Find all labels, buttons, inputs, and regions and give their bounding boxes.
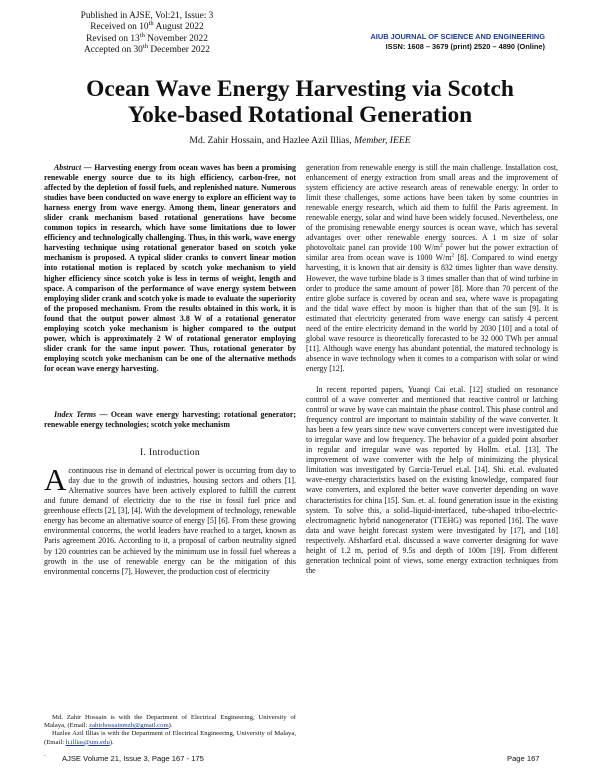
author-role: Member, IEEE [354, 135, 411, 146]
abstract-label: Abstract [54, 163, 82, 172]
footnote-1: Md. Zahir Hossain is with the Department of Electrical Engineering, University of Malaya, (Email: zahirhossainmzh@gmail.com). [44, 714, 296, 730]
paper-title [40, 76, 560, 128]
right-paragraph-1: generation from renewable energy is still the main challenge. Installation cost, enhancement of energy extraction from small areas and the improvement of system efficiency are active research areas of renewable energy. In order to limit these challenges, some actions have been taken by some countries in renewable energy research, which aid them to fulfil the Paris agreement. In renewable energy, solar and wind have been widely focused. Nevertheless, one of the promising renewable energy sources is ocean wave, which has several advantages over other renewable energy sources. A 1 m size of solar photovoltaic panel can provide 100 $W/m^2$ power but the power extraction of similar area from ocean wave is 1000 $W/m^2$ [8]. Compared to wind energy harvesting, it is known that air density is 832 times lighter than wave density. However, the wave turbine blade is 3 times smaller than that of wind turbine in order to produce the same amount of power [8]. More than 70 percent of the entire globe surface is covered by ocean and sea, where wave is propagating and the tidal wave effect by moon is higher than that of the sun [9]. It is estimated that electricity generated from wave energy can satisfy 4 percent need of the entire electricity demand in the world by 2030 [10] and a total of global wave resource is theoretically forecasted to be 32 000 TWh per annual [11]. Although wave energy has abundant potential, the matured technology is absence in wave technology when it comes to a comparison with solar or wind energy [12]. [306, 163, 559, 373]
published-line: Published in AJSE, Vol:21, Issue: 3 [80, 11, 214, 21]
right-paragraph-2: In recent reported papers, Yuanqi Cai et.al. [12] studied on resonance control of a wave converter and mentioned that reactive control or latching control or wave by wave can maintain the phase control. This phase control and frequency control are important to maintain stability of the wave converter. It has been a few years since new wave converters concept were investigated due to irregular wave and low frequency. The behavior of a guided point absorber in regular and irregular wave was reported by Hollm. et.al. [13]. The improvement of wave converter with the help of minimizing the physical limitation was investigated by Garcia-Teruel et.al. [14]. Shi. et.al. evaluated wave-energy characteristics based on the existing knowledge, compared four wave converters, and explored the better wave converter depending on wave characteristics for china [15]. Sun. et. al. found generation issue in the existing system. To solve this, a solid–liquid-interfaced, tube-shaped tribo-electric-electromagnetic hybrid nanogenerator (TTEHG) was reported [16]. The wave data and wave height forecast system were investigated by [17], and [18] respectively. Afsharfard et.al. discussed a wave converter designing for wave height of 1.2 m, period of 9.5s and depth of 100m [19]. From different generation technical point of views, some energy extraction techniques from the [306, 384, 558, 575]
title-line-2: Yoke-based Rotational Generation [127, 102, 473, 128]
journal-name: AIUB JOURNAL OF SCIENCE AND ENGINEERING [370, 32, 545, 41]
revised-line: Revised on 13th November 2022 [86, 31, 208, 44]
footnote-2: Hazlee Azil Illias is with the Department of Electrical Engineering, University of Malaya, (Email: h.illias@um.edu). [44, 730, 296, 746]
intro-paragraph [44, 462, 296, 577]
footnote-1-email[interactable]: zahirhossainmzh@gmail.com [89, 722, 169, 730]
authors-line [40, 135, 560, 146]
right-column [306, 163, 558, 576]
abstract [44, 163, 296, 374]
title-line-1: Ocean Wave Energy Harvesting via Scotch [86, 76, 514, 102]
abstract-body: — Harvesting energy from ocean waves has been a promising renewable energy source due to its high efficiency, carbon-free, not affected by the depletion of fossil fuels, and replenished nature. Numerous studies have been conducted on wave energy to explore an efficient way to harness energy from wave energy. Among them, linear generators and slider crank mechanism based rotational generations have become common topics in research, which have some limitations due to lower efficiency and technologically challenging. Thus, in this work, wave energy harvesting technique using rotational generator based on scotch yoke mechanism is proposed. A typical slider cranks to convert linear motion into rotational motion is replaced by scotch yoke mechanism to yield higher efficiency since scotch yoke is less in terms of weight, length and space. A comparison of the performance of wave energy system between employing slider crank and scotch yoke is made to evaluate the superiority of the proposed mechanism. From the results obtained in this work, it is found that the output power almost 3.8 W of a rotational generator employing scotch yoke mechanism is higher compared to the output power, which is approximately 2 W of rotational generator employing slider crank for the same input power. Thus, rotational generator by employing scotch yoke mechanism can be one of the alternative methods for ocean wave energy harvesting. [44, 163, 296, 373]
footer-citation: AJSE Volume 21, Issue 3, Page 167 - 175 [62, 754, 204, 763]
index-terms-label: Index Terms [54, 409, 97, 419]
footnotes [44, 714, 296, 759]
intro-text: continuous rise in demand of electrical power is occurring from day to day due to the growth of industries, housing sectors and others [1]. Alternative sources have been actively explored to fulfill the current and future demand of electricity due to the rise in fossil fuel price and greenhouse effects [2], [3], [4]. With the development of technology, renewable energy has become an alternative source of energy [5] [6]. From these growing environmental concerns, the world leaders have reached to a target, known as Paris agreement 2016. According to it, a proposal of carbon neutrality signed by 120 countries can be achieved by the minimum use in fossil fuel whereas a growth in the use of renewable energy can be the mitigation of this environmental concerns [7]. However, the production cost of electricity [44, 466, 296, 576]
accepted-line: Accepted on 30th December 2022 [84, 43, 210, 56]
drop-cap: A [44, 462, 67, 498]
footnote-dot: . [44, 750, 46, 758]
footnote-2-email[interactable]: h.illias@um.edu [65, 738, 110, 746]
index-terms-body: — Ocean wave energy harvesting; rotational generator; renewable energy technologies; scotch yoke mechanism [44, 409, 296, 430]
section-heading: I. Introduction [140, 447, 200, 459]
index-terms [44, 410, 296, 430]
received-line: Received on 10th August 2022 [90, 20, 204, 33]
left-column [44, 163, 296, 577]
journal-issn: ISSN: 1608 – 3679 (print) 2520 – 4890 (Online) [385, 41, 545, 51]
journal-info [305, 32, 545, 51]
publication-info [62, 11, 232, 57]
footer-page-number: Page 167 [507, 754, 540, 763]
author-names: Md. Zahir Hossain, and Hazlee Azil Illias, [189, 135, 355, 146]
